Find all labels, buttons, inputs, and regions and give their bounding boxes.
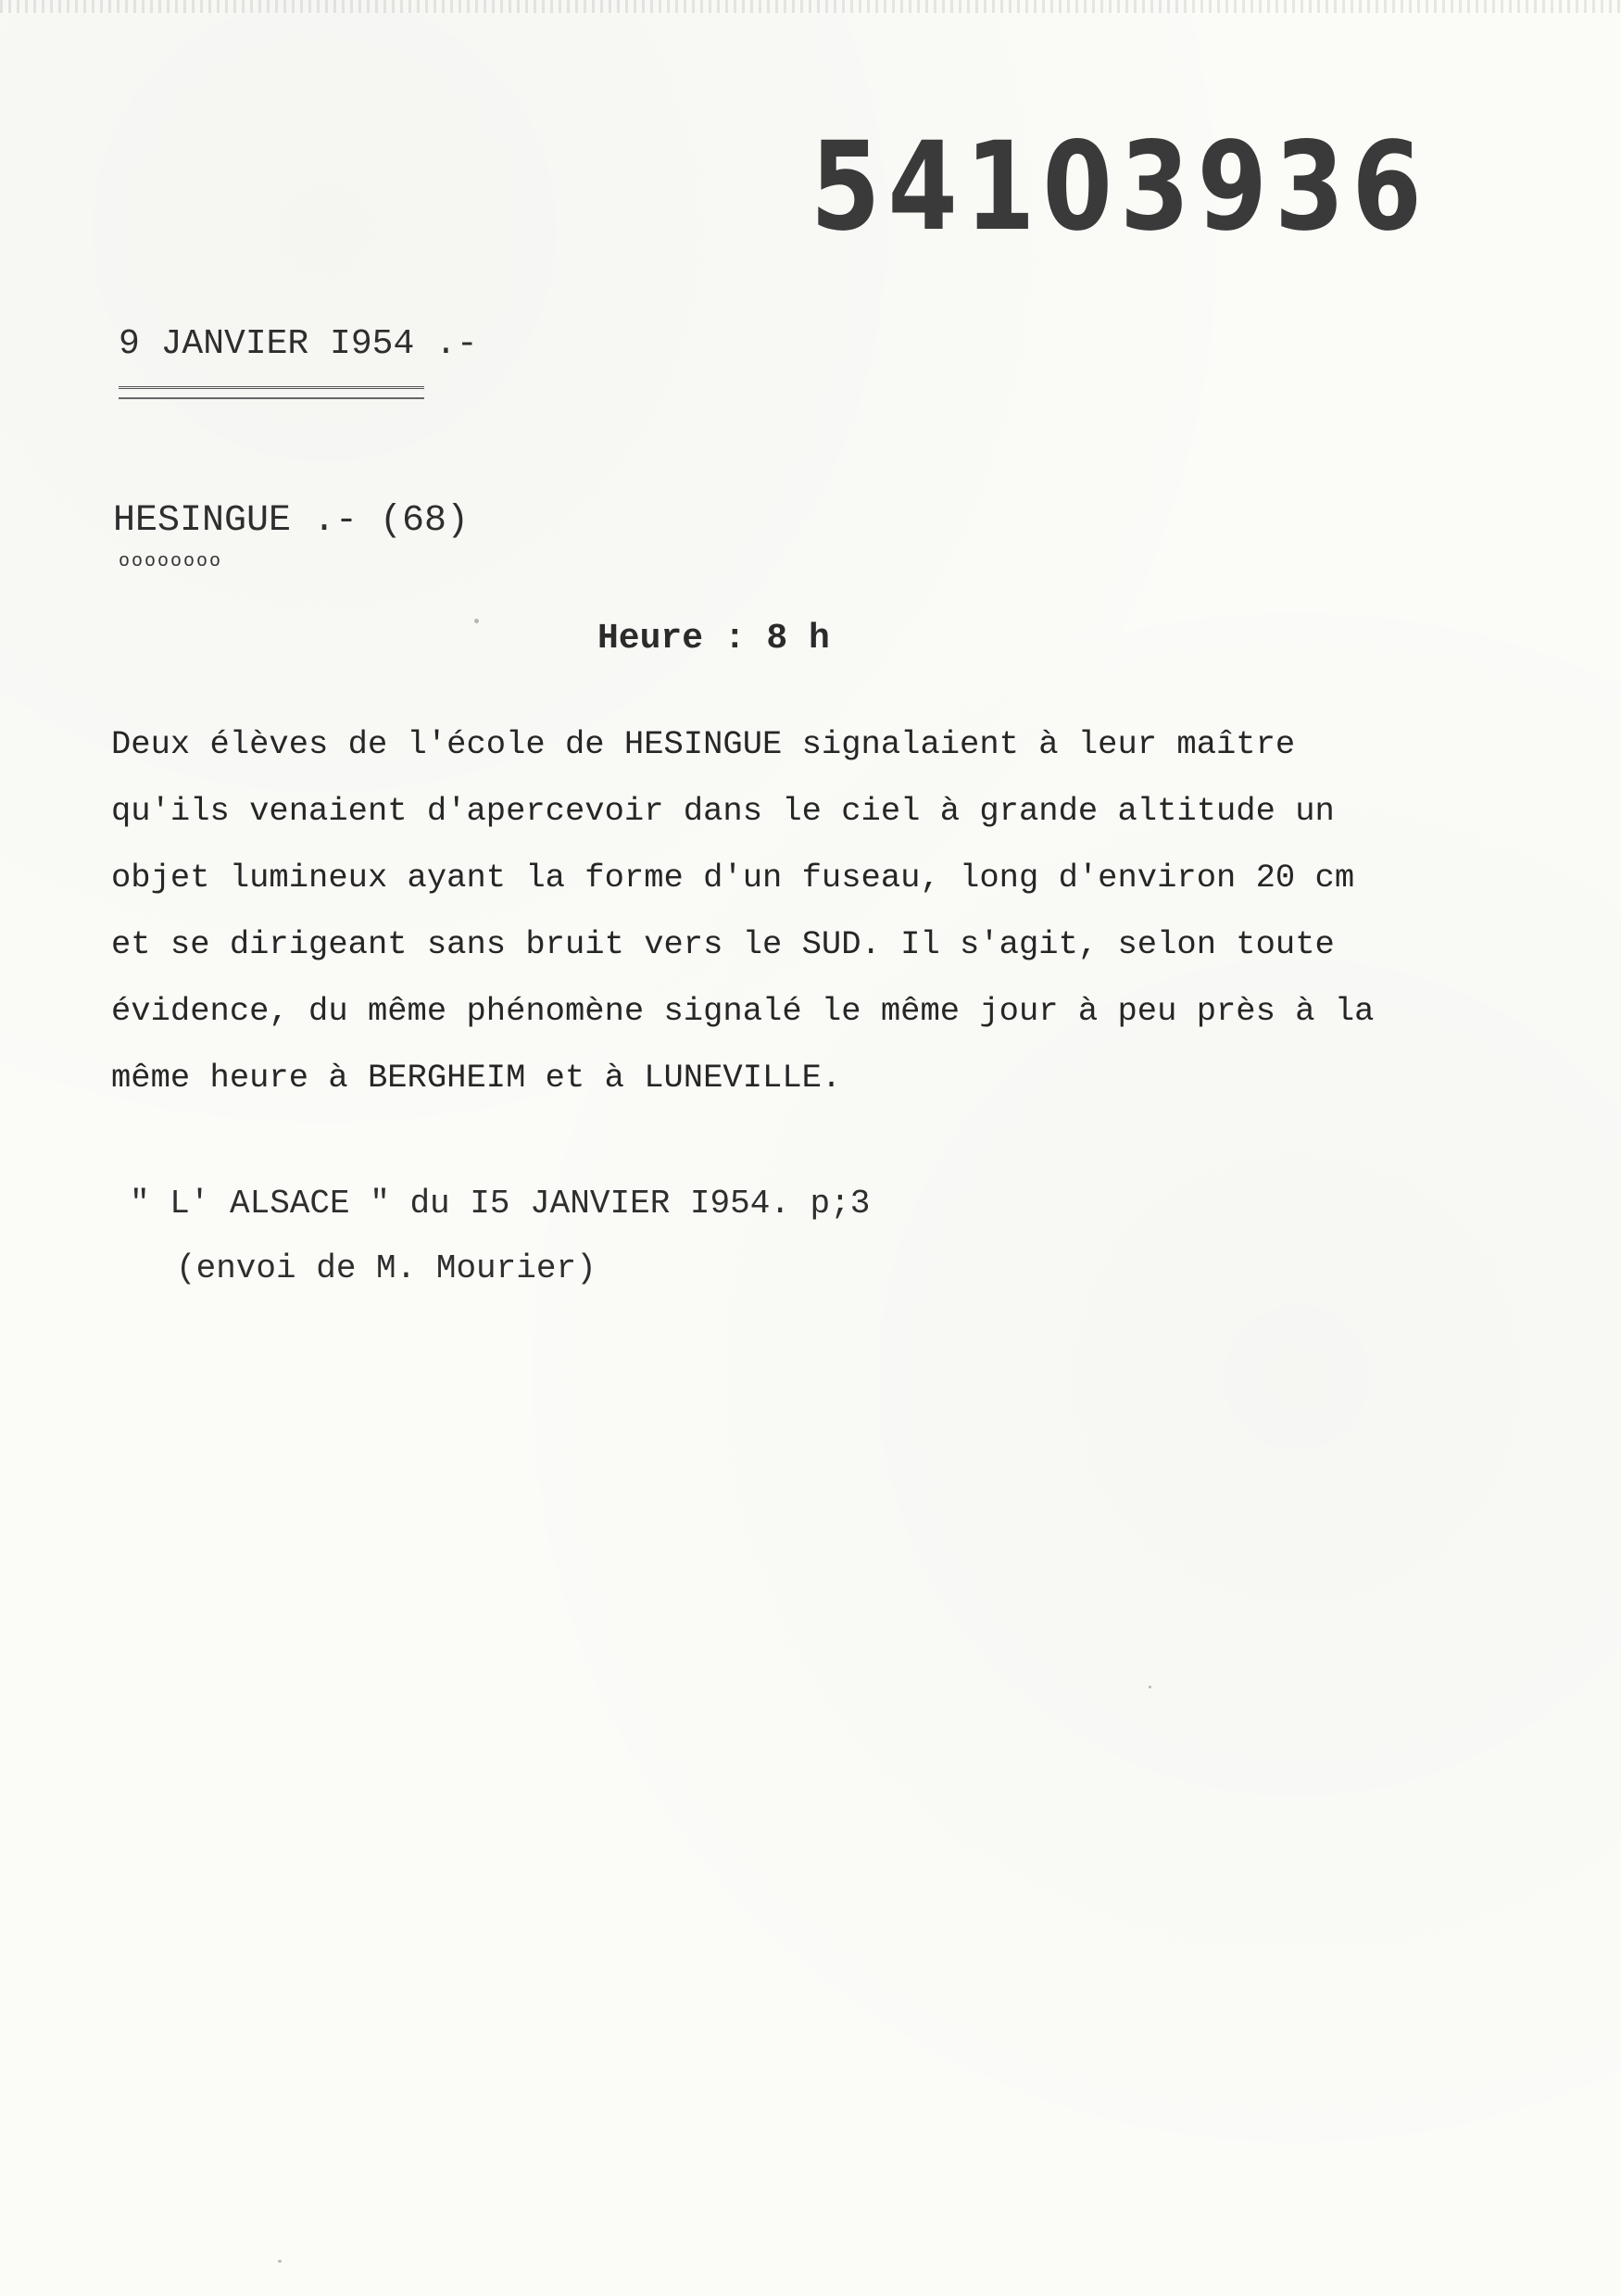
source-reference: " L' ALSACE " du I5 JANVIER I954. p;3	[130, 1185, 871, 1223]
report-location: HESINGUE .- (68)	[113, 500, 470, 542]
scan-speck	[474, 619, 479, 623]
source-citation	[130, 1172, 870, 1301]
body-line: évidence, du même phénomène signalé le même jour à peu près à la	[111, 992, 1375, 1030]
date-underline	[119, 386, 424, 399]
location-underline: oooooooo	[119, 551, 223, 572]
body-line: Deux élèves de l'école de HESINGUE signalaient à leur maître	[111, 725, 1296, 763]
report-body	[111, 711, 1519, 1111]
body-line: même heure à BERGHEIM et à LUNEVILLE.	[111, 1059, 842, 1097]
body-line: objet lumineux ayant la forme d'un fuseau, long d'environ 20 cm	[111, 859, 1355, 897]
body-line: et se dirigeant sans bruit vers le SUD. Il s'agit, selon toute	[111, 925, 1335, 963]
report-time: Heure : 8 h	[597, 619, 830, 659]
scan-speck	[278, 2260, 282, 2263]
scan-speck	[1149, 1686, 1151, 1688]
body-line: qu'ils venaient d'apercevoir dans le ciel à grande altitude un	[111, 792, 1335, 830]
scan-top-edge	[0, 0, 1621, 13]
document-number: 54103936	[810, 116, 1430, 258]
report-date: 9 JANVIER I954 .-	[119, 324, 478, 364]
sender-note: (envoi de M. Mourier)	[176, 1249, 597, 1287]
